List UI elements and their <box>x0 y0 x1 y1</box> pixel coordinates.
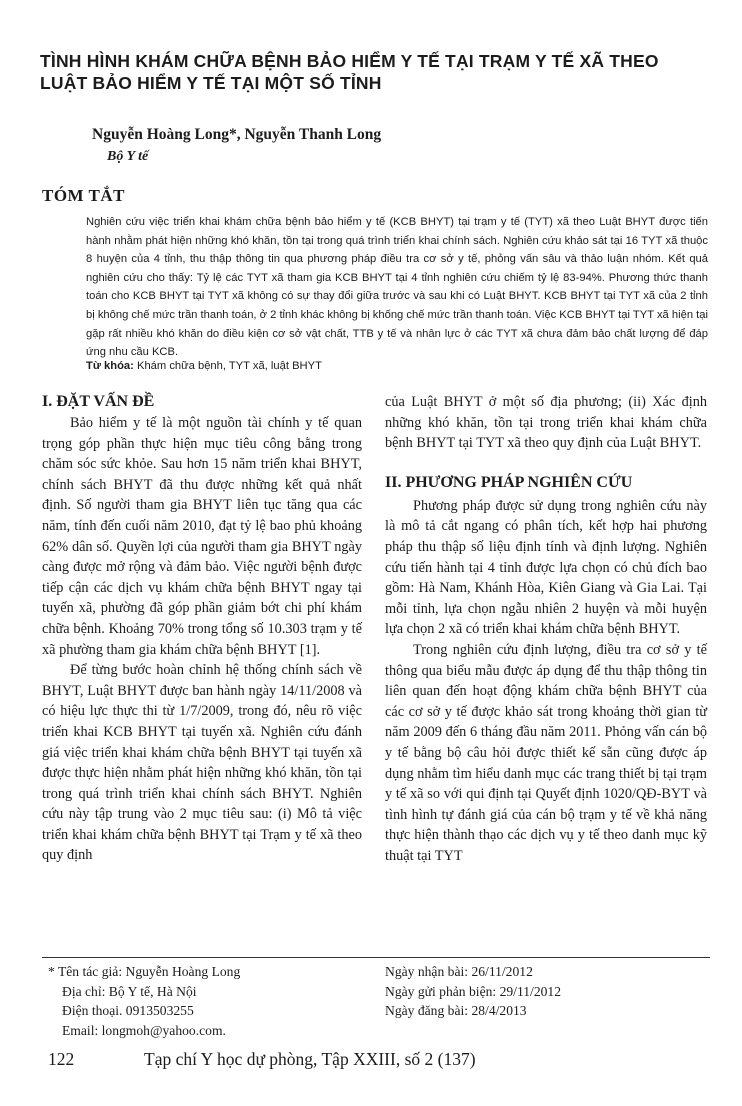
section-2-heading: II. PHƯƠNG PHÁP NGHIÊN CỨU <box>385 473 633 491</box>
footnote-phone: Điện thoại. 0913503255 <box>62 1003 194 1019</box>
footnote-author: * Tên tác giả: Nguyễn Hoàng Long <box>48 964 241 979</box>
keywords-label: Từ khóa: <box>86 360 134 372</box>
dates-footnote <box>385 962 561 1021</box>
section-1-paragraph-2: Để từng bước hoàn chỉnh hệ thống chính sách về BHYT, Luật BHYT được ban hành ngày 14/11/2008 và có hiệu lực thực thi từ 1/7/2009, trong đó, nêu rõ việc triển khai KCB BHYT tại tuyến xã. Nghiên cứu đánh giá việc triển khai khám chữa bệnh BHYT tại tuyến xã được thực hiện nhằm phát hiện những khó khăn, tồn tại trong quá trình triển khai chính sách BHYT. Nghiên cứu này tập trung vào 2 mục tiêu sau: (i) Mô tả việc triển khai khám chữa bệnh BHYT tại Trạm y tế xã theo quy định <box>42 662 362 864</box>
abstract-text: Nghiên cứu việc triển khai khám chữa bệnh bảo hiểm y tế (KCB BHYT) tại trạm y tế (TYT) xã theo Luật BHYT được tiến hành nhằm phát hiện những khó khăn, tồn tại trong quá trình triển khai chính sách. Nghiên cứu khảo sát tại 16 TYT xã thuộc 8 huyện của 4 tỉnh, thu thập thông tin qua phương pháp điều tra cơ sở y tế, phỏng vấn sâu và thảo luận nhóm. Kết quả nghiên cứu cho thấy: Tỷ lệ các TYT xã tham gia KCB BHYT tại 4 tỉnh nghiên cứu chiếm tỷ lệ 83-94%. Phương thức thanh toán cho KCB BHYT tại TYT xã không có sự thay đổi giữa trước và sau khi có Luật BHYT. KCB BHYT tại TYT xã của 2 tỉnh bị không chế mức trần thanh toán, ở 2 tỉnh khác không bị khống chế mức trần thanh toán. Việc KCB BHYT tại TYT xã hiện tại gặp rất nhiều khó khăn do điều kiện cơ sở vật chất, TTB y tế và nhân lực ở các TYT xã chưa đảm bảo chất lượng để đáp ứng nhu cầu KCB. <box>86 216 708 359</box>
section-2-paragraph-2: Trong nghiên cứu định lượng, điều tra cơ sở y tế thông qua biểu mẫu được áp dụng để thu thập thông tin liên quan đến hoạt động khám chữa bệnh BHYT của các cơ sở y tế được khảo sát trong khoảng thời gian từ năm 2009 đến 6 tháng đầu năm 2011. Phỏng vấn cán bộ y tế bằng bộ câu hỏi được thiết kế sẵn cũng được áp dụng nhằm tìm hiểu danh mục các trang thiết bị tại trạm y tế xã so với qui định tại Quyết định 1020/QĐ-BYT và tình hình tự đánh giá của cán bộ trạm y tế về khả năng thực hiện thành thạo các dịch vụ y tế theo danh mục kỹ thuật tại TYT <box>385 641 707 864</box>
author-footnote <box>48 962 240 1041</box>
section-1-paragraph-1: Bảo hiểm y tế là một nguồn tài chính y tế quan trọng góp phần thực hiện mục tiêu công bằng trong chăm sóc sức khỏe. Sau hơn 15 năm triển khai BHYT, chính sách BHYT đã thu được những kết quả nhất định. Số người tham gia BHYT liên tục tăng qua các năm, tính đến cuối năm 2010, đạt tỷ lệ bao phủ khoảng 62% dân số. Quyền lợi của người tham gia BHYT ngày càng được mở rộng và đảm bảo. Việc người bệnh được tiếp cận các dịch vụ khám chữa bệnh BHYT ngay tại tuyến xã, phường đã góp phần giảm bớt chi phí khám chữa bệnh. Khoảng 70% trong tổng số 10.303 trạm y tế xã phường tham gia khám chữa bệnh BHYT [1]. <box>42 415 362 658</box>
keywords-line <box>86 360 322 372</box>
article-title: TÌNH HÌNH KHÁM CHỮA BỆNH BẢO HIỂM Y TẾ TẠI TRẠM Y TẾ XÃ THEO LUẬT BẢO HIỂM Y TẾ TẠI MỘT SỐ TỈNH <box>40 51 659 93</box>
section-2-paragraph-1: Phương pháp được sử dụng trong nghiên cứu này là mô tả cắt ngang có phân tích, kết hợp hai phương pháp thu thập số liệu định tính và định lượng. Nghiên cứu tiến hành tại 4 tỉnh được lựa chọn có chủ đích bao gồm: Hà Nam, Khánh Hòa, Kiên Giang và Gia Lai. Tại mỗi tỉnh, lựa chọn ngẫu nhiên 2 huyện và mỗi huyện lựa chọn 2 xã có triển khai khám chữa bệnh BHYT. <box>385 497 707 638</box>
footnote-email: Email: longmoh@yahoo.com. <box>62 1023 226 1039</box>
right-column <box>385 392 707 866</box>
abstract-heading: TÓM TẮT <box>42 186 126 205</box>
page-number: 122 <box>48 1049 75 1069</box>
section-1-continuation: của Luật BHYT ở một số địa phương; (ii) Xác định những khó khăn, tồn tại trong triển khai khám chữa bệnh BHYT tại TYT xã theo quy định của Luật BHYT. <box>385 394 707 452</box>
footnote-address: Địa chỉ: Bộ Y tế, Hà Nội <box>62 983 197 999</box>
author-list: Nguyễn Hoàng Long*, Nguyễn Thanh Long <box>92 126 382 143</box>
author-affiliation: Bộ Y tế <box>107 149 149 164</box>
keywords-text: Khám chữa bệnh, TYT xã, luật BHYT <box>133 360 322 372</box>
section-1-heading: I. ĐẶT VẤN ĐỀ <box>42 393 155 410</box>
journal-name: Tạp chí Y học dự phòng, Tập XXIII, số 2 (137) <box>144 1049 476 1069</box>
date-received: Ngày nhận bài: 26/11/2012 <box>385 964 533 979</box>
date-accepted: Ngày đăng bài: 28/4/2013 <box>385 1003 527 1019</box>
footnote-divider <box>42 957 710 958</box>
date-reviewed: Ngày gửi phản biện: 29/11/2012 <box>385 983 562 999</box>
left-column <box>42 391 362 866</box>
